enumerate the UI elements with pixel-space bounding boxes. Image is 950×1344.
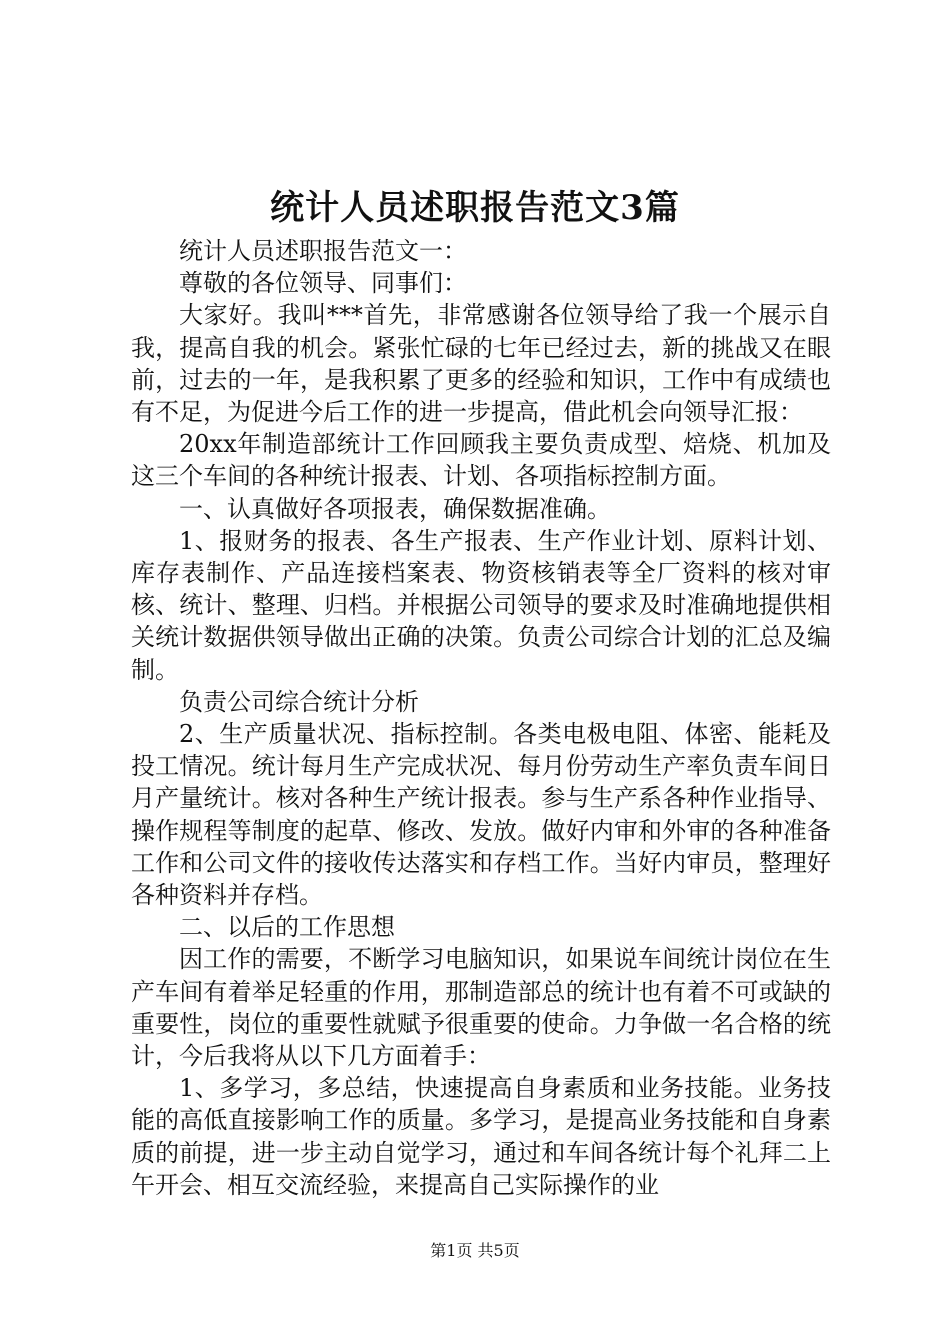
paragraph-item-3: 1、多学习，多总结，快速提高自身素质和业务技能。业务技能的高低直接影响工作的质量。多学习，是提高业务技能和自身素质的前提，进一步主动自觉学习，通过和车间各统计每个礼拜二上午开会、相互交流经验，来提高自己实际操作的业 xyxy=(131,1074,831,1199)
paragraph-salutation: 尊敬的各位领导、同事们： xyxy=(179,269,467,298)
paragraph-work-thinking: 因工作的需要，不断学习电脑知识，如果说车间统计岗位在生产车间有着举足轻重的作用，那制造部总的统计也有着不可或缺的重要性，岗位的重要性就赋予很重要的使命。力争做一名合格的统计，今后我将从以下几方面着手： xyxy=(131,945,831,1071)
paragraph-intro: 大家好。我叫***首先，非常感谢各位领导给了我一个展示自我，提高自我的机会。紧张忙碌的七年已经过去，新的挑战又在眼前，过去的一年，是我积累了更多的经验和知识，工作中有成绩也有不足，为促进今后工作的进一步提高，借此机会向领导汇报： xyxy=(131,301,831,427)
document-body xyxy=(131,235,831,1201)
document-title: 统计人员述职报告范文3篇 xyxy=(270,188,680,228)
paragraph-analysis: 负责公司综合统计分析 xyxy=(179,687,419,716)
paragraph-section-1-heading: 一、认真做好各项报表，确保数据准确。 xyxy=(179,494,611,523)
paragraph-item-2: 2、生产质量状况、指标控制。各类电极电阻、体密、能耗及投工情况。统计每月生产完成状况、每月份劳动生产率负责车间日月产量统计。核对各种生产统计报表。参与生产系各种作业指导、操作规程等制度的起草、修改、发放。做好内审和外审的各种准备工作和公司文件的接收传达落实和存档工作。当好内审员，整理好各种资料并存档。 xyxy=(131,720,831,910)
paragraph-heading-fanwen-1: 统计人员述职报告范文一： xyxy=(179,237,467,265)
paragraph-item-1: 1、报财务的报表、各生产报表、生产作业计划、原料计划、库存表制作、产品连接档案表、物资核销表等全厂资料的核对审核、统计、整理、归档。并根据公司领导的要求及时准确地提供相关统计数据供领导做出正确的决策。负责公司综合计划的汇总及编制。 xyxy=(131,526,831,684)
page-footer: 第1页 共5页 xyxy=(430,1241,520,1260)
paragraph-section-2-heading: 二、以后的工作思想 xyxy=(179,913,395,942)
paragraph-review: 20xx年制造部统计工作回顾我主要负责成型、焙烧、机加及这三个车间的各种统计报表、计划、各项指标控制方面。 xyxy=(131,430,831,491)
